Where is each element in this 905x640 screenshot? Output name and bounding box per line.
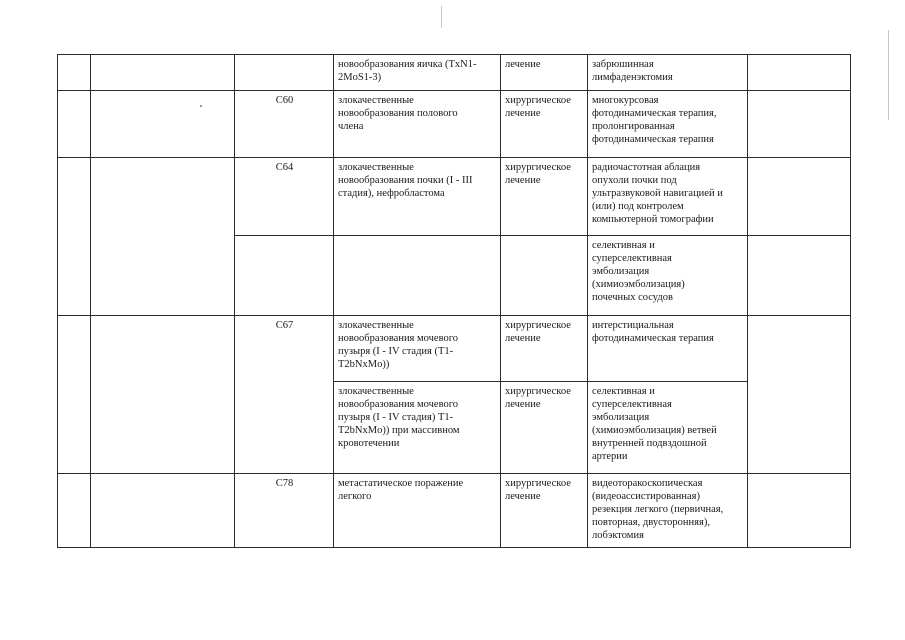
cell-cost [748, 158, 851, 236]
cell-code: C78 [235, 474, 334, 548]
cell-disease: злокачественные новообразования мочевого пузыря (I - IV стадия (T1- T2bNxMo)) [334, 316, 501, 382]
cell-profile [91, 316, 235, 474]
cell-number [58, 474, 91, 548]
cell-disease: метастатическое поражение легкого [334, 474, 501, 548]
cell-number [58, 316, 91, 474]
cell-disease: злокачественные новообразования почки (I - III стадия), нефробластома [334, 158, 501, 236]
cell-method: радиочастотная аблация опухоли почки под ультразвуковой навигацией и (или) под контролем компьютерной томографии [588, 158, 748, 236]
medical-services-table [57, 54, 851, 548]
cell-disease [334, 236, 501, 316]
cell-cost [748, 474, 851, 548]
cell-method: видеоторакоскопическая (видеоассистированная) резекция легкого (первичная, повторная, двусторонняя), лобэктомия [588, 474, 748, 548]
cell-code [235, 55, 334, 91]
table-row [58, 158, 851, 236]
cell-disease: злокачественные новообразования полового члена [334, 91, 501, 158]
table-row [58, 91, 851, 158]
cell-treatment [501, 236, 588, 316]
cell-method: селективная и суперселективная эмболизация (химиоэмболизация) ветвей внутренней подвздошной артерии [588, 382, 748, 474]
cell-profile [91, 474, 235, 548]
cell-method: многокурсовая фотодинамическая терапия, пролонгированная фотодинамическая терапия [588, 91, 748, 158]
cell-code: C60 [235, 91, 334, 158]
cell-number [58, 158, 91, 316]
cell-treatment: хирургическое лечение [501, 316, 588, 382]
cell-profile [91, 55, 235, 91]
cell-disease: новообразования яичка (TxN1- 2MoS1-3) [334, 55, 501, 91]
cell-treatment: хирургическое лечение [501, 158, 588, 236]
cell-profile [91, 158, 235, 316]
cell-method: селективная и суперселективная эмболизация (химиоэмболизация) почечных сосудов [588, 236, 748, 316]
cell-number [58, 91, 91, 158]
table-row [58, 55, 851, 91]
cell-cost [748, 55, 851, 91]
cell-treatment: хирургическое лечение [501, 382, 588, 474]
cell-method: интерстициальная фотодинамическая терапия [588, 316, 748, 382]
cell-cost [748, 236, 851, 316]
table-row [58, 474, 851, 548]
table-row [58, 316, 851, 382]
cell-treatment: хирургическое лечение [501, 91, 588, 158]
cell-code: C67 [235, 316, 334, 474]
cell-disease: злокачественные новообразования мочевого пузыря (I - IV стадия) T1- T2bNxMo)) при массивном кровотечении [334, 382, 501, 474]
cell-cost [748, 91, 851, 158]
cell-method: забрюшинная лимфаденэктомия [588, 55, 748, 91]
cell-profile [91, 91, 235, 158]
cell-treatment: хирургическое лечение [501, 474, 588, 548]
cell-treatment: лечение [501, 55, 588, 91]
scan-mark-top [441, 6, 442, 28]
cell-number [58, 55, 91, 91]
cell-cost [748, 316, 851, 474]
cell-code [235, 236, 334, 316]
cell-code: C64 [235, 158, 334, 236]
scan-mark-right [888, 30, 889, 120]
